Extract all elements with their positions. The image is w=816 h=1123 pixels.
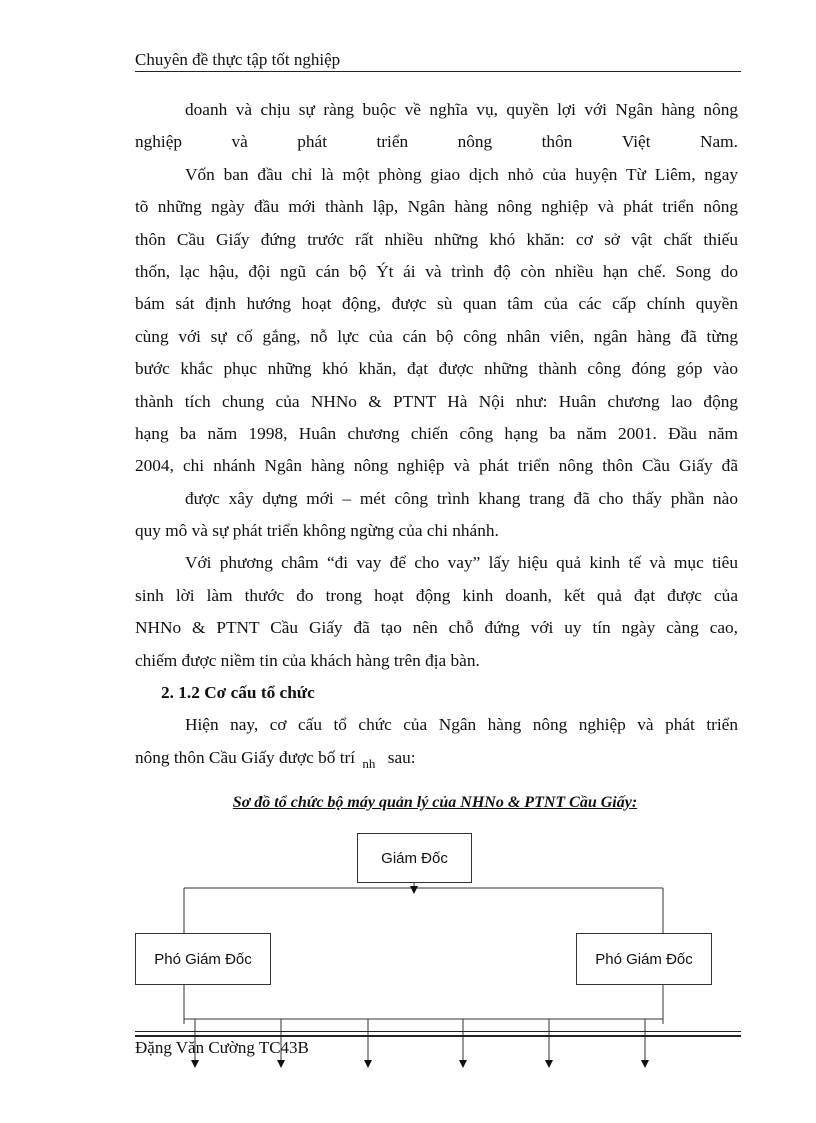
footer-divider — [135, 1031, 741, 1032]
paragraph-line-last: quy mô và sự phát triển không ngừng của chi nhánh. — [135, 521, 499, 541]
arrowhead — [459, 1060, 467, 1068]
arrowhead — [191, 1060, 199, 1068]
page-footer-author: Đặng Văn Cường TC43B — [135, 1038, 309, 1057]
word: Nam. — [699, 132, 738, 152]
word: và — [231, 132, 248, 152]
word: nông — [457, 132, 493, 152]
arrowhead — [277, 1060, 285, 1068]
paragraph-line: sinh lời làm thước đo trong hoạt động kinh doanh, kết quả đạt được của — [135, 585, 738, 605]
arrowhead — [545, 1060, 553, 1068]
paragraph-line: Vốn ban đầu chỉ là một phòng giao dịch nhỏ của huyện Từ Liêm, ngay — [185, 164, 738, 184]
org-chart-title: Sơ đồ tổ chức bộ máy quản lý của NHNo & PTNT Cầu Giấy: — [232, 794, 638, 811]
paragraph-line: thốn, lạc hậu, đội ngũ cán bộ Ýt ái và trình độ còn nhiều hạn chế. Song do — [135, 261, 738, 281]
word: Việt — [621, 132, 651, 152]
word: phát — [297, 132, 328, 152]
paragraph-line-last: chiếm được niềm tin của khách hàng trên địa bàn. — [135, 650, 480, 670]
text-fragment: nông thôn Cầu Giấy được bố trí — [135, 747, 356, 767]
org-box-director: Giám Đốc — [357, 833, 472, 883]
arrowhead — [410, 886, 418, 894]
org-box-vice-director-right: Phó Giám Đốc — [576, 933, 712, 985]
paragraph-line: bám sát định hướng hoạt động, được sù quan tâm của các cấp chính quyền — [135, 294, 738, 314]
section-heading: 2. 1.2 Cơ cấu tổ chức — [161, 683, 315, 703]
arrowhead — [641, 1060, 649, 1068]
paragraph-line: Với phương châm “đi vay để cho vay” lấy hiệu quả kinh tế và mục tiêu — [185, 553, 738, 573]
org-box-vice-director-left: Phó Giám Đốc — [135, 933, 271, 985]
arrowhead — [364, 1060, 372, 1068]
text-fragment-small: nh — [362, 755, 376, 771]
paragraph-line: hạng ba năm 1998, Huân chương chiến công hạng ba năm 2001. Đầu năm — [135, 423, 738, 443]
paragraph-line: doanh và chịu sự ràng buộc về nghĩa vụ, quyền lợi với Ngân hàng nông — [185, 100, 738, 119]
paragraph-line: cùng với sự cố gắng, nỗ lực của cán bộ công nhân viên, ngân hàng đã từng — [135, 326, 738, 346]
paragraph-line: thôn Cầu Giấy đứng trước rất nhiều những khó khăn: cơ sở vật chất thiếu — [135, 229, 738, 249]
paragraph-line: Hiện nay, cơ cấu tổ chức của Ngân hàng nông nghiệp và phát triển — [185, 715, 738, 735]
text-fragment: sau: — [387, 747, 416, 767]
word: thôn — [541, 132, 573, 152]
paragraph-line: NHNo & PTNT Cầu Giấy đã tạo nên chỗ đứng với uy tín ngày càng cao, — [135, 618, 738, 638]
footer-divider-thick — [135, 1035, 741, 1037]
paragraph-line: bước khắc phục những khó khăn, đạt được những thành công đóng góp vào — [135, 359, 738, 379]
page-header-title: Chuyên đề thực tập tốt nghiệp — [135, 50, 341, 69]
word: triển — [376, 132, 409, 152]
paragraph-line: tõ những ngày đầu mới thành lập, Ngân hàng nông nghiệp và phát triển nông — [135, 197, 738, 217]
paragraph-line: thành tích chung của NHNo & PTNT Hà Nội như: Huân chương lao động — [135, 391, 738, 411]
word: nghiệp — [135, 132, 183, 152]
paragraph-line: được xây dựng mới – mét công trình khang trang đã cho thấy phần nào — [185, 488, 738, 508]
paragraph-line: 2004, chi nhánh Ngân hàng nông nghiệp và phát triển nông thôn Cầu Giấy đã — [135, 456, 738, 476]
